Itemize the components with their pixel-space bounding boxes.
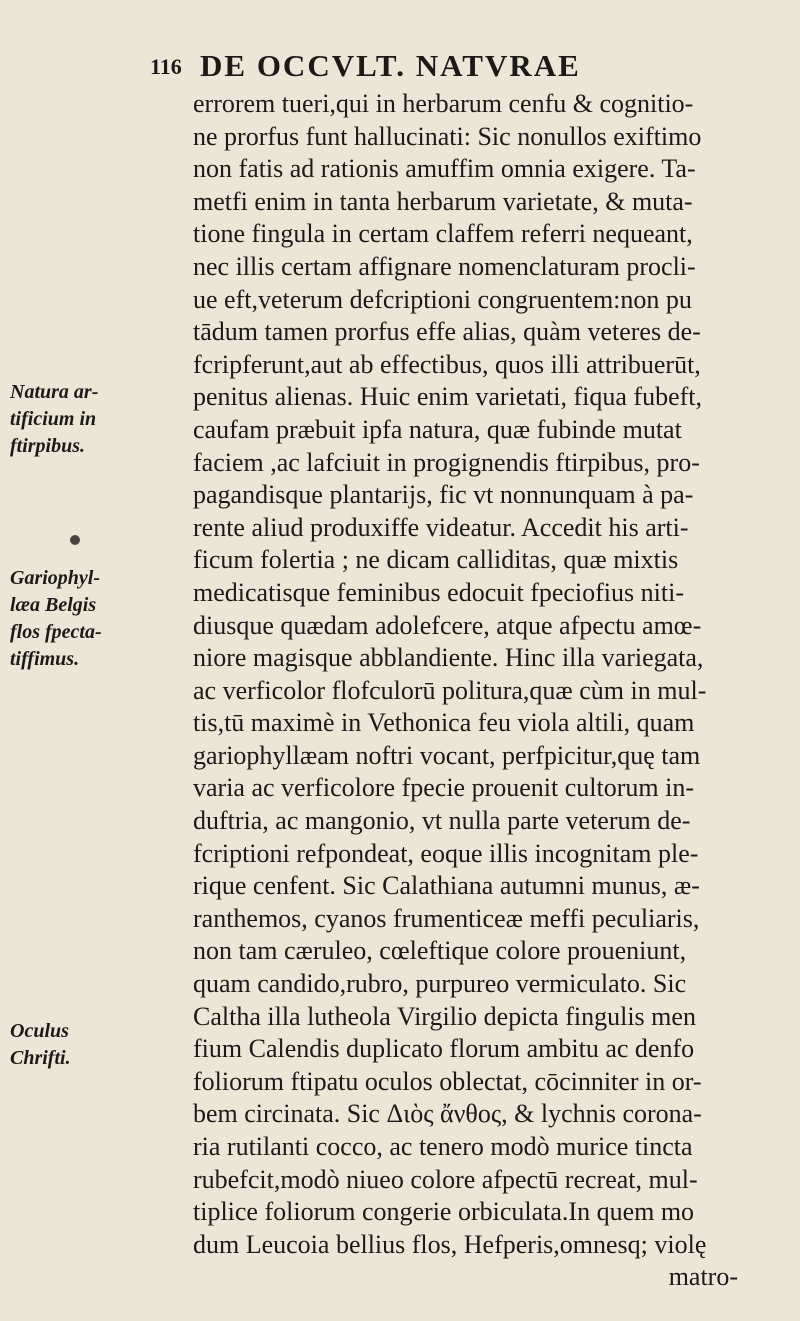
text-line: bem circinata. Sic Διὸς ἄνθος, & lychnis corona- — [193, 1099, 702, 1129]
text-line: ue eft,veterum defcriptioni congruentem:non pu — [193, 284, 692, 314]
text-line: non fatis ad rationis amuffim omnia exigere. Ta- — [193, 154, 696, 184]
text-line: gariophyllæam noftri vocant, perfpicitur,quę tam — [193, 740, 701, 770]
text-line: duftria, ac mangonio, vt nulla parte veterum de- — [193, 806, 691, 836]
text-line: fcripferunt,aut ab effectibus, quos illi attribuerūt, — [193, 349, 701, 379]
margin-note-line: tiffimus. — [10, 648, 80, 670]
margin-note-line: Gariophyl- — [10, 567, 100, 589]
text-line: nec illis certam affignare nomenclaturam procli- — [193, 251, 696, 281]
text-line: caufam præbuit ipfa natura, quæ fubinde mutat — [193, 414, 682, 444]
text-line: faciem ,ac lafciuit in progignendis ftirpibus, pro- — [193, 447, 700, 477]
text-line: non tam cæruleo, cœleftique colore proueniunt, — [193, 936, 687, 966]
text-line: pagandisque plantarijs, fic vt nonnunquam à pa- — [193, 480, 694, 510]
text-line: metfi enim in tanta herbarum varietate, & muta- — [193, 186, 693, 216]
text-line: rubefcit,modò niueo colore afpectū recreat, mul- — [193, 1164, 698, 1194]
text-line: tis,tū maximè in Vethonica feu viola altili, quam — [193, 708, 695, 738]
margin-note-line: læa Belgis — [10, 594, 97, 616]
margin-note-line: Oculus — [10, 1020, 69, 1042]
text-line: ria rutilanti cocco, ac tenero modò murice tincta — [193, 1132, 693, 1161]
text-line: rente aliud produxiffe videatur. Accedit his arti- — [193, 512, 689, 542]
margin-note-gariophyl — [10, 565, 188, 673]
text-line: rique cenfent. Sic Calathiana autumni munus, æ- — [193, 871, 700, 901]
text-line: penitus alienas. Huic enim varietati, fiqua fubeft, — [193, 382, 702, 412]
running-title: DE OCCVLT. NATVRAE — [200, 48, 581, 83]
text-line: tiplice foliorum congerie orbiculata.In quem mo — [193, 1197, 695, 1227]
text-line: ac verficolor flofculorū politura,quæ cùm in mul- — [193, 675, 707, 705]
margin-note-oculus — [10, 1018, 188, 1072]
page-header — [150, 48, 710, 88]
text-line: errorem tueri,qui in herbarum cenfu & cognitio- — [193, 89, 694, 118]
body-text — [193, 88, 778, 1294]
text-line catchword: matro- — [668, 1262, 738, 1292]
text-line: diusque quædam adolefcere, atque afpectu amœ- — [193, 610, 702, 640]
text-line: niore magisque abblandiente. Hinc illa variegata, — [193, 643, 704, 673]
text-line: foliorum ftipatu oculos oblectat, cōcinniter in or- — [193, 1066, 702, 1096]
text-line: ne prorfus funt hallucinati: Sic nonullos exiftimo — [193, 121, 702, 151]
margin-note-line: ftirpibus. — [10, 435, 86, 457]
margin-note-line: flos fpecta- — [10, 621, 102, 643]
margin-note-line: Chrifti. — [10, 1047, 71, 1069]
text-line: quam candido,rubro, purpureo vermiculato. Sic — [193, 969, 687, 999]
text-line: medicatisque feminibus edocuit fpeciofius niti- — [193, 577, 684, 607]
bullet-ornament-icon — [70, 535, 80, 545]
page-number: 116 — [150, 54, 182, 79]
text-line: fcriptioni refpondeat, eoque illis incognitam ple- — [193, 838, 699, 868]
text-line: Caltha illa lutheola Virgilio depicta fingulis men — [193, 1001, 696, 1031]
text-line: ficum folertia ; ne dicam calliditas, quæ mixtis — [193, 545, 679, 575]
margin-note-line: tificium in — [10, 408, 97, 430]
margin-note-natura — [10, 379, 188, 460]
margin-note-line: Natura ar- — [10, 381, 99, 403]
text-line: fium Calendis duplicato florum ambitu ac denfo — [193, 1034, 695, 1064]
text-line: varia ac verficolore fpecie prouenit cultorum in- — [193, 773, 694, 803]
text-line: tādum tamen prorfus effe alias, quàm veteres de- — [193, 317, 701, 347]
text-line: dum Leucoia bellius flos, Hefperis,omnesq; violę — [193, 1229, 707, 1259]
text-line: ranthemos, cyanos frumenticeæ meffi peculiaris, — [193, 903, 700, 933]
text-line: tione fingula in certam claffem referri nequeant, — [193, 219, 693, 249]
